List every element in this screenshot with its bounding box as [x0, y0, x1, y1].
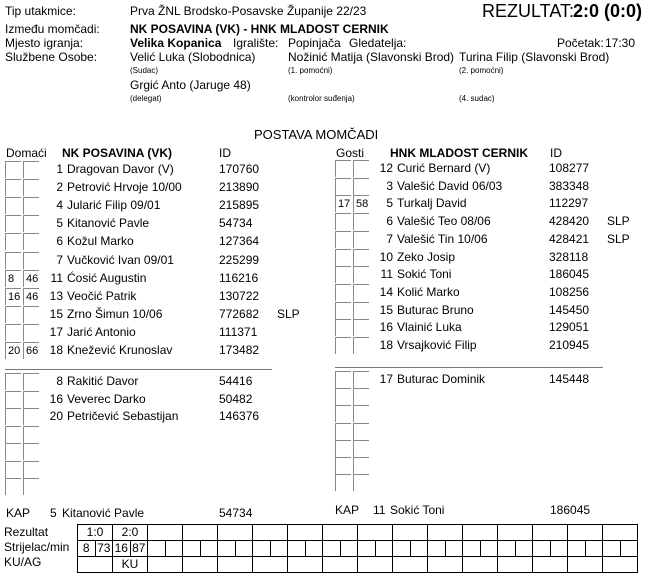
goal-count-box — [335, 178, 351, 195]
scorer-cell — [463, 541, 481, 557]
sub-box-1 — [335, 405, 351, 422]
goal-count-box: 8 — [5, 270, 21, 287]
ground-label: Igralište: — [233, 36, 279, 50]
score-cell — [393, 525, 428, 541]
player-name: Kitanović Pavle — [67, 216, 150, 231]
score-cell: 2:0 — [113, 525, 148, 541]
kuag-cell — [253, 557, 288, 573]
player-id: 772682 — [219, 306, 260, 321]
spectators-label: Gledatelja: — [349, 36, 407, 50]
kuag-cell — [183, 557, 218, 573]
home-divider — [5, 369, 272, 370]
goal-count-box — [335, 160, 351, 177]
minute-cell: 87 — [130, 541, 148, 557]
goal-minute-box — [353, 284, 369, 301]
scoring-grid — [77, 524, 638, 573]
goal-count-box — [335, 266, 351, 283]
kuag-cell — [463, 557, 498, 573]
player-number: 2 — [56, 180, 63, 195]
player-name: Dragovan Davor (V) — [67, 162, 174, 176]
player-name: Jarić Antonio — [67, 324, 136, 339]
kuag-cell — [568, 557, 603, 573]
player-row — [0, 231, 646, 249]
kickoff-time: 17:30 — [605, 36, 636, 50]
score-cell — [218, 525, 253, 541]
player-id: 116216 — [219, 270, 259, 285]
officials-label: Službene Osobe: — [5, 50, 98, 64]
home-captain-label: KAP — [6, 506, 31, 520]
player-id: 210945 — [549, 338, 590, 352]
player-name: Knežević Krunoslav — [67, 343, 173, 357]
away-captain-label: KAP — [335, 503, 360, 517]
sub-number: 8 — [56, 374, 63, 388]
player-note: SLP — [277, 306, 300, 321]
sub-box-2 — [353, 474, 369, 491]
goal-minute-box — [353, 249, 369, 266]
score-row-label: Rezultat — [4, 525, 49, 539]
goal-count-box: 17 — [335, 195, 351, 212]
minute-cell — [235, 541, 253, 557]
minute-cell — [480, 541, 498, 557]
sub-name: Buturac Dominik — [397, 372, 486, 386]
official-name: Nožinić Matija (Slavonski Brod) — [288, 50, 455, 64]
official-role: (delegat) — [130, 94, 162, 103]
player-row — [0, 178, 646, 196]
kuag-row-label: KU/AG — [4, 555, 42, 569]
scorer-cell — [428, 541, 446, 557]
minute-cell — [305, 541, 323, 557]
official-name: Grgić Anto (Jaruge 48) — [130, 78, 251, 92]
minute-cell — [515, 541, 533, 557]
player-name: Zrno Šimun 10/06 — [67, 306, 163, 321]
player-id: 108277 — [549, 161, 590, 175]
player-note: SLP — [607, 231, 630, 246]
minute-cell: 73 — [95, 541, 113, 557]
player-number: 18 — [49, 343, 63, 357]
goal-count-box — [335, 231, 351, 248]
goal-count-box — [335, 213, 351, 230]
player-name: Vučković Ivan 09/01 — [67, 252, 174, 267]
sub-box-2 — [353, 388, 369, 405]
goal-minute-box — [353, 231, 369, 248]
player-id: 129051 — [549, 320, 590, 335]
minute-cell — [550, 541, 568, 557]
goal-minute-box: 46 — [23, 270, 39, 287]
home-side-label: Domaći — [6, 146, 47, 160]
official-role: (4. sudac) — [459, 94, 495, 103]
score-cell: 1:0 — [78, 525, 113, 541]
sub-box-2 — [353, 457, 369, 474]
substitute-row — [0, 423, 646, 441]
kuag-cell — [393, 557, 428, 573]
sub-id: 146376 — [219, 409, 260, 423]
official-role: (kontrolor suđenja) — [288, 94, 355, 103]
scorer-cell — [288, 541, 306, 557]
result-label: REZULTAT: — [482, 1, 575, 21]
substitute-row — [0, 405, 646, 423]
goal-count-box: 20 — [5, 342, 21, 359]
player-id: 225299 — [219, 252, 260, 267]
score-cell — [428, 525, 463, 541]
player-id: 130722 — [219, 288, 260, 303]
player-name: Petrović Hrvoje 10/00 — [67, 180, 182, 195]
player-name: Valešić Tin 10/06 — [397, 231, 488, 246]
sub-box-1 — [335, 474, 351, 491]
sub-box-1 — [335, 371, 351, 388]
kickoff-label: Početak: — [557, 36, 604, 50]
score-cell — [533, 525, 568, 541]
player-number: 10 — [379, 249, 393, 264]
player-number: 4 — [56, 198, 63, 213]
scorer-cell — [253, 541, 271, 557]
kuag-cell — [218, 557, 253, 573]
player-name: Valešić David 06/03 — [397, 178, 503, 193]
lineups-title: POSTAVA MOMČADI — [254, 127, 379, 142]
scorer-row — [78, 541, 638, 557]
player-id: 54734 — [219, 216, 253, 231]
sub-number: 16 — [49, 391, 63, 406]
scorer-cell — [498, 541, 516, 557]
sub-id: 54416 — [219, 374, 253, 388]
player-number: 7 — [386, 231, 393, 246]
player-name: Vrsajković Filip — [397, 338, 477, 352]
player-name: Sokić Toni — [397, 267, 452, 282]
kuag-cell — [148, 557, 183, 573]
scorer-cell — [148, 541, 166, 557]
sub-number: 17 — [379, 372, 393, 386]
official-role: (1. pomoćni) — [288, 66, 333, 75]
goal-minute-box — [353, 160, 369, 177]
goal-count-box — [335, 249, 351, 266]
sub-box-1 — [335, 440, 351, 457]
player-number: 12 — [379, 161, 393, 175]
substitute-row — [0, 371, 646, 389]
venue: Velika Kopanica — [130, 36, 222, 50]
player-number: 14 — [379, 284, 393, 299]
sub-name: Petričević Sebastijan — [67, 409, 179, 423]
player-row — [0, 195, 646, 213]
minute-cell — [165, 541, 183, 557]
player-name: Valešić Teo 08/06 — [397, 214, 491, 229]
player-row — [0, 302, 646, 320]
result-value: 2:0 (0:0) — [573, 1, 643, 21]
player-number: 17 — [49, 324, 63, 339]
kuag-cell — [358, 557, 393, 573]
player-row — [0, 249, 646, 267]
home-id-header: ID — [219, 146, 231, 160]
player-row — [0, 266, 646, 284]
teams: NK POSAVINA (VK) - HNK MLADOST CERNIK — [130, 22, 389, 36]
ground: Popinjača — [288, 36, 341, 50]
official-name: Velić Luka (Slobodnica) — [130, 50, 256, 64]
score-cell — [183, 525, 218, 541]
player-number: 1 — [56, 162, 63, 176]
player-id: 170760 — [219, 162, 260, 176]
away-divider — [335, 367, 603, 368]
scorer-cell — [568, 541, 586, 557]
player-row — [0, 284, 646, 302]
player-id: 383348 — [549, 178, 590, 193]
player-row — [0, 319, 646, 337]
player-id: 213890 — [219, 180, 260, 195]
score-cell — [148, 525, 183, 541]
home-captain-id: 54734 — [219, 506, 253, 520]
away-captain-id: 186045 — [550, 503, 591, 517]
sub-box-1 — [335, 457, 351, 474]
player-name: Jularić Filip 09/01 — [67, 198, 161, 213]
player-id: 428420 — [549, 214, 590, 229]
player-name: Curić Bernard (V) — [397, 161, 491, 175]
score-cell — [288, 525, 323, 541]
player-number: 7 — [56, 252, 63, 267]
venue-label: Mjesto igranja: — [5, 36, 84, 50]
player-number: 6 — [386, 214, 393, 229]
player-name: Veočić Patrik — [67, 288, 137, 303]
goal-minute-box: 58 — [353, 195, 369, 212]
minute-cell — [620, 541, 638, 557]
score-cell — [498, 525, 533, 541]
substitute-row — [0, 388, 646, 406]
sub-box-2 — [353, 371, 369, 388]
away-side-label: Gosti — [336, 146, 365, 160]
player-name: Vlainić Luka — [397, 320, 462, 335]
minute-cell — [585, 541, 603, 557]
home-captain-number: 5 — [50, 506, 57, 520]
player-id: 428421 — [549, 231, 590, 246]
player-number: 5 — [56, 216, 63, 231]
home-captain-name: Kitanović Pavle — [62, 506, 145, 520]
sub-number: 20 — [49, 409, 63, 423]
sub-box-1 — [335, 388, 351, 405]
player-id: 328118 — [549, 249, 589, 264]
official-role: (2. pomoćni) — [459, 66, 504, 75]
minute-cell — [445, 541, 463, 557]
goal-minute-box: 46 — [23, 288, 39, 305]
player-number: 15 — [379, 302, 393, 317]
player-number: 13 — [49, 288, 63, 303]
sub-box-2 — [353, 423, 369, 440]
kuag-row — [78, 557, 638, 573]
player-number: 16 — [379, 320, 393, 335]
player-note: SLP — [607, 214, 630, 229]
player-id: 127364 — [219, 234, 260, 249]
kuag-cell — [78, 557, 113, 573]
scorer-cell — [603, 541, 621, 557]
sub-id: 145448 — [549, 372, 590, 386]
player-number: 15 — [49, 306, 63, 321]
scorer-cell — [323, 541, 341, 557]
official-name: Turina Filip (Slavonski Brod) — [459, 50, 610, 64]
goal-minute-box — [353, 178, 369, 195]
goal-minute-box — [353, 337, 369, 354]
score-cell — [603, 525, 638, 541]
sub-box-2 — [353, 405, 369, 422]
player-id: 215895 — [219, 198, 260, 213]
player-id: 111371 — [219, 324, 258, 339]
official-role: (Sudac) — [130, 66, 159, 75]
away-id-header: ID — [550, 146, 562, 160]
goal-minute-box — [353, 319, 369, 336]
player-name: Buturac Bruno — [397, 302, 474, 317]
minute-cell — [200, 541, 218, 557]
scorer-cell — [358, 541, 376, 557]
player-name: Turkalj David — [397, 196, 467, 211]
score-cell — [568, 525, 603, 541]
player-number: 5 — [386, 196, 393, 211]
scorer-cell — [533, 541, 551, 557]
player-id: 173482 — [219, 343, 260, 357]
goal-count-box — [335, 337, 351, 354]
score-cell — [323, 525, 358, 541]
substitute-row — [0, 440, 646, 458]
home-team-name: NK POSAVINA (VK) — [62, 146, 173, 160]
player-number: 6 — [56, 234, 63, 249]
player-name: Kožul Marko — [67, 234, 134, 249]
player-name: Zeko Josip — [397, 249, 456, 264]
minute-cell — [340, 541, 358, 557]
kuag-cell — [498, 557, 533, 573]
sub-box-2 — [353, 440, 369, 457]
goal-count-box: 16 — [5, 288, 21, 305]
goal-minute-box — [353, 266, 369, 283]
player-id: 145450 — [549, 302, 590, 317]
goal-count-box — [335, 284, 351, 301]
player-id: 186045 — [549, 267, 590, 282]
score-cell — [463, 525, 498, 541]
scorer-cell — [183, 541, 201, 557]
scorer-cell: 8 — [78, 541, 96, 557]
kuag-cell — [603, 557, 638, 573]
scorer-cell — [393, 541, 411, 557]
kuag-cell — [428, 557, 463, 573]
score-cell — [358, 525, 393, 541]
minute-cell — [270, 541, 288, 557]
sub-name: Rakitić Davor — [67, 374, 139, 388]
goal-minute-box: 66 — [23, 342, 39, 359]
minute-cell — [375, 541, 393, 557]
player-name: Kolić Marko — [397, 284, 460, 299]
goal-minute-box — [353, 302, 369, 319]
substitute-row — [0, 457, 646, 475]
sub-id: 50482 — [219, 391, 253, 406]
player-number: 11 — [50, 270, 63, 285]
player-id: 108256 — [549, 284, 590, 299]
away-team-name: HNK MLADOST CERNIK — [390, 146, 528, 160]
player-row — [0, 337, 646, 355]
teams-label: Između momčadi: — [5, 22, 100, 36]
kuag-cell: KU — [113, 557, 148, 573]
score-cell — [253, 525, 288, 541]
goal-count-box — [335, 302, 351, 319]
kuag-cell — [288, 557, 323, 573]
minute-cell — [410, 541, 428, 557]
player-number: 18 — [379, 338, 393, 352]
player-number: 3 — [386, 178, 393, 193]
kuag-cell — [533, 557, 568, 573]
player-number: 11 — [380, 267, 393, 282]
sub-box-1 — [335, 423, 351, 440]
scorer-cell: 16 — [113, 541, 131, 557]
goal-count-box — [335, 319, 351, 336]
scorer-row-label: Strijelac/min — [4, 540, 70, 554]
player-row — [0, 160, 646, 178]
away-captain-name: Sokić Toni — [390, 503, 445, 517]
goal-minute-box — [353, 213, 369, 230]
scorer-cell — [218, 541, 236, 557]
kuag-cell — [323, 557, 358, 573]
match-type: Prva ŽNL Brodsko-Posavske Županije 22/23 — [130, 4, 367, 18]
player-name: Ćosić Augustin — [67, 270, 147, 285]
sub-name: Veverec Darko — [67, 391, 146, 406]
player-row — [0, 213, 646, 231]
substitute-row — [0, 474, 646, 492]
match-type-label: Tip utakmice: — [5, 4, 76, 18]
away-captain-number: 11 — [373, 503, 386, 517]
score-row — [78, 525, 638, 541]
player-id: 112297 — [549, 196, 589, 211]
